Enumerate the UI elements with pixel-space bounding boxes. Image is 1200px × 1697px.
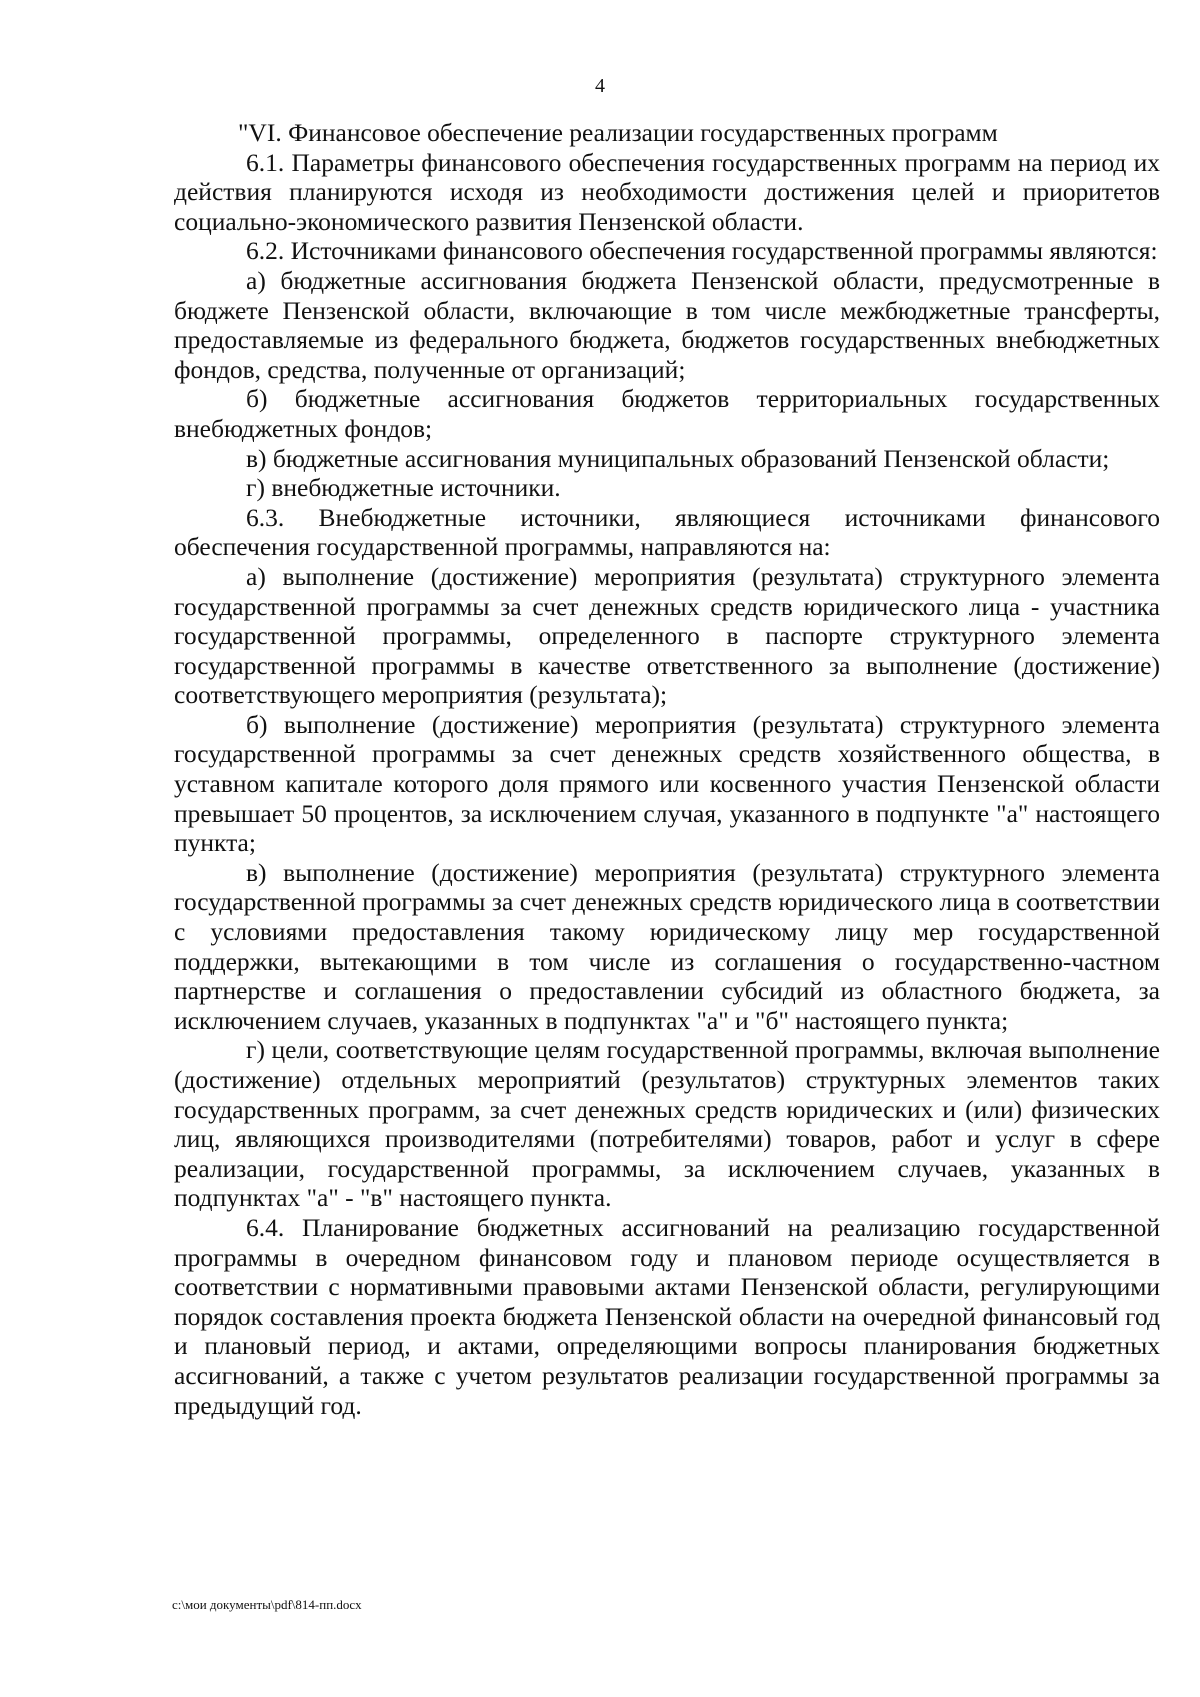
paragraph-6-3-b: б) выполнение (достижение) мероприятия (результата) структурного элемента государственной программы за счет денежных средств хозяйственного общества, в уставном капитале которого доля прямого или косвенного участия Пензенской области превышает 50 процентов, за исключением случая, указанного в подпункте "а" настоящего пункта; bbox=[174, 709, 1160, 858]
paragraph-6-3-a: а) выполнение (достижение) мероприятия (результата) структурного элемента государственной программы за счет денежных средств юридического лица - участника государственной программы, определенного в паспорте структурного элемента государственной программы в качестве ответственного за выполнение (достижение) соответствующего мероприятия (результата); bbox=[174, 561, 1160, 710]
page-number: 4 bbox=[595, 75, 605, 97]
paragraph-6-3-g: г) цели, соответствующие целям государственной программы, включая выполнение (достижение) отдельных мероприятий (результатов) структурных элементов таких государственных программ, за счет денежных средств юридических и (или) физических лиц, являющихся производителями (потребителями) товаров, работ и услуг в сфере реализации, государственной программы, за исключением случаев, указанных в подпунктах "а" - "в" настоящего пункта. bbox=[174, 1035, 1160, 1213]
paragraph-6-3-v: в) выполнение (достижение) мероприятия (результата) структурного элемента государственной программы за счет денежных средств юридического лица в соответствии с условиями предоставления такому юридическому лицу мер государственной поддержки, вытекающими в том числе из соглашения о государственно-частном партнерстве и соглашения о предоставлении субсидий из областного бюджета, за исключением случаев, указанных в подпунктах "а" и "б" настоящего пункта; bbox=[174, 857, 1160, 1035]
paragraph-6-2-v: в) бюджетные ассигнования муниципальных образований Пензенской области; bbox=[246, 443, 1110, 473]
paragraph-6-2-a: а) бюджетные ассигнования бюджета Пензенской области, предусмотренные в бюджете Пензенской области, включающие в том числе межбюджетные трансферты, предоставляемые из федерального бюджета, бюджетов государственных внебюджетных фондов, средства, полученные от организаций; bbox=[174, 265, 1160, 384]
paragraph-6-4: 6.4. Планирование бюджетных ассигнований на реализацию государственной программы в очередном финансовом году и плановом периоде осуществляется в соответствии с нормативными правовыми актами Пензенской области, регулирующими порядок составления проекта бюджета Пензенской области на очередной финансовый год и плановый период, и актами, определяющими вопросы планирования бюджетных ассигнований, а также с учетом результатов реализации государственной программы за предыдущий год. bbox=[174, 1212, 1160, 1420]
footer-file-path: c:\мои документы\pdf\814-пп.docx bbox=[172, 1597, 362, 1612]
document-body bbox=[174, 118, 1160, 1420]
paragraph-6-2-b: б) бюджетные ассигнования бюджетов территориальных государственных внебюджетных фондов; bbox=[174, 384, 1160, 443]
paragraph-6-2: 6.2. Источниками финансового обеспечения государственной программы являются: bbox=[246, 236, 1158, 266]
section-heading: "VI. Финансовое обеспечение реализации государственных программ bbox=[238, 118, 998, 147]
paragraph-6-1: 6.1. Параметры финансового обеспечения государственных программ на период их действия планируются исходя из необходимости достижения целей и приоритетов социально-экономического развития Пензенской области. bbox=[174, 147, 1160, 236]
paragraph-6-3: 6.3. Внебюджетные источники, являющиеся источниками финансового обеспечения государственной программы, направляются на: bbox=[174, 502, 1160, 562]
paragraph-6-2-g: г) внебюджетные источники. bbox=[246, 473, 561, 503]
